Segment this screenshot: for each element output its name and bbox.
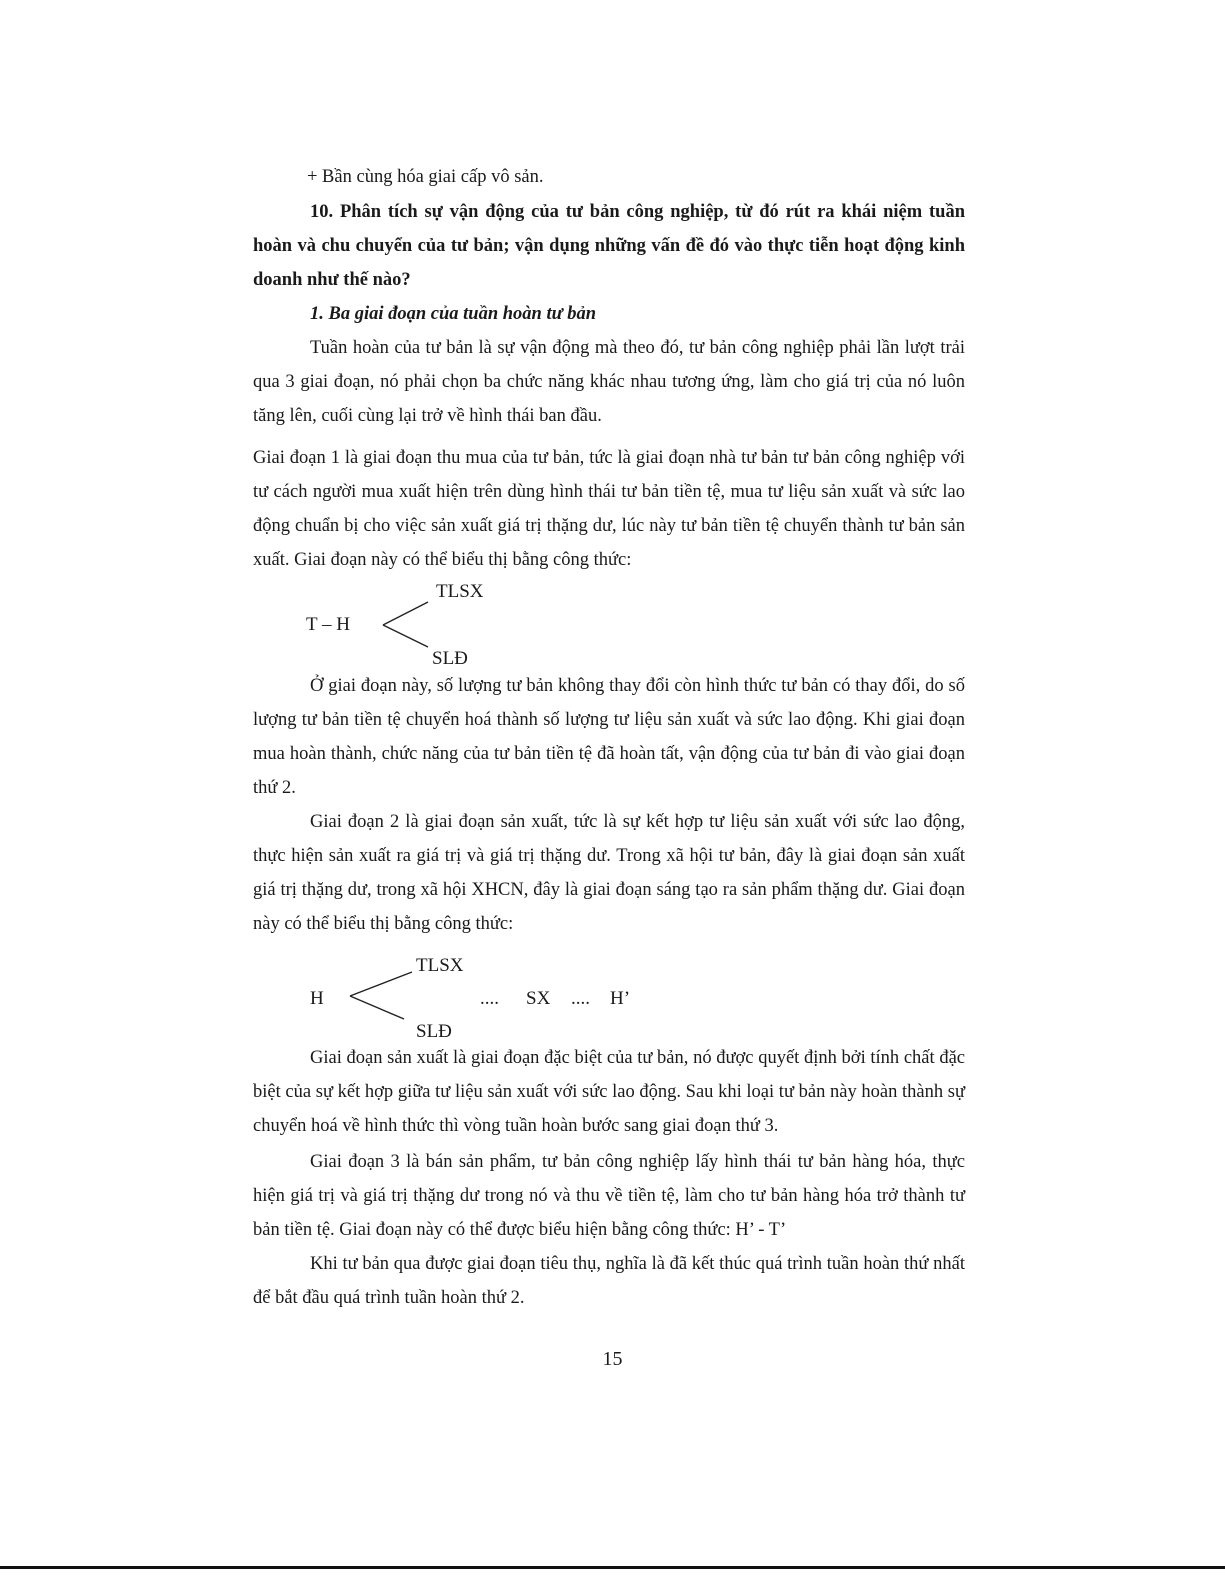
paragraph-stage-2: Giai đoạn 2 là giai đoạn sản xuất, tức là sự kết hợp tư liệu sản xuất với sức lao động, thực hiện sản xuất ra giá trị và giá trị thặng dư. Trong xã hội tư bản, đây là giai đoạn sản xuất giá trị thặng dư, trong xã hội XHCN, đây là giai đoạn sáng tạo ra sản phẩm thặng dư. Giai đoạn này có thể biểu thị bằng công thức: — [253, 812, 965, 934]
paragraph-stage-1-explain: Ở giai đoạn này, số lượng tư bản không thay đổi còn hình thức tư bản có thay đổi, do số lượng tư bản tiền tệ chuyển hoá thành số lượng tư liệu sản xuất và sức lao động. Khi giai đoạn mua hoàn thành, chức năng của tư bản tiền tệ đã hoàn tất, vận động của tư bản đi vào giai đoạn thứ 2. — [253, 676, 965, 798]
section-heading: 1. Ba giai đoạn của tuần hoàn tư bản — [310, 304, 597, 324]
formula-2-bottom: SLĐ — [416, 1021, 452, 1042]
bullet-line: + Bần cùng hóa giai cấp vô sản. — [307, 167, 544, 187]
paragraph-stage-1: Giai đoạn 1 là giai đoạn thu mua của tư bản, tức là giai đoạn nhà tư bản tư bản công nghiệp với tư cách người mua xuất hiện trên dùng hình thái tư bản tiền tệ, mua tư liệu sản xuất và sức lao động chuẩn bị cho việc sản xuất giá trị thặng dư, lúc này tư bản tiền tệ chuyển thành tư bản sản xuất. Giai đoạn này có thể biểu thị bằng công thức: — [253, 448, 965, 570]
formula-2-left: H — [310, 988, 324, 1009]
bottom-divider — [0, 1566, 1225, 1569]
formula-1-bracket — [380, 600, 430, 650]
formula-1-bottom: SLĐ — [432, 648, 468, 669]
formula-2-right: H’ — [610, 988, 631, 1009]
formula-2-dots-2: .... — [571, 988, 590, 1009]
formula-2-top: TLSX — [416, 955, 464, 976]
formula-1-left: T – H — [306, 614, 350, 635]
paragraph-intro: Tuần hoàn của tư bản là sự vận động mà theo đó, tư bản công nghiệp phải lần lượt trải qua 3 giai đoạn, nó phải chọn ba chức năng khác nhau tương ứng, làm cho giá trị của nó luôn tăng lên, cuối cùng lại trở về hình thái ban đầu. — [253, 338, 965, 426]
formula-2-bracket — [346, 970, 416, 1022]
formula-1-top: TLSX — [436, 581, 484, 602]
page-number: 15 — [602, 1348, 623, 1370]
formula-2-middle: SX — [526, 988, 551, 1009]
question-heading: 10. Phân tích sự vận động của tư bản công nghiệp, từ đó rút ra khái niệm tuần hoàn và chu chuyển của tư bản; vận dụng những vấn đề đó vào thực tiễn hoạt động kinh doanh như thế nào? — [253, 202, 965, 290]
paragraph-stage-2-explain: Giai đoạn sản xuất là giai đoạn đặc biệt của tư bản, nó được quyết định bởi tính chất đặc biệt của sự kết hợp giữa tư liệu sản xuất với sức lao động. Sau khi loại tư bản này hoàn thành sự chuyển hoá về hình thức thì vòng tuần hoàn bước sang giai đoạn thứ 3. — [253, 1048, 965, 1136]
paragraph-conclusion: Khi tư bản qua được giai đoạn tiêu thụ, nghĩa là đã kết thúc quá trình tuần hoàn thứ nhất để bắt đầu quá trình tuần hoàn thứ 2. — [253, 1254, 965, 1308]
paragraph-stage-3: Giai đoạn 3 là bán sản phẩm, tư bản công nghiệp lấy hình thái tư bản hàng hóa, thực hiện giá trị và giá trị thặng dư trong nó và thu về tiền tệ, làm cho tư bản hàng hóa trở thành tư bản tiền tệ. Giai đoạn này có thể được biểu hiện bằng công thức: H’ - T’ — [253, 1152, 965, 1240]
formula-2-dots-1: .... — [480, 988, 499, 1009]
